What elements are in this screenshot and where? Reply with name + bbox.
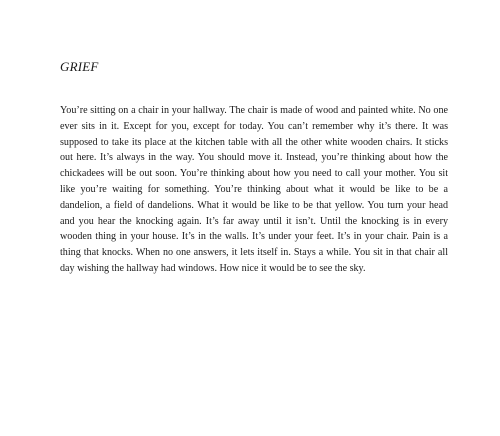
poem-title: GRIEF: [60, 59, 99, 74]
poem-body: You’re sitting on a chair in your hallway. The chair is made of wood and painted white. No one ever sits in it. Except for you, except for today. You can’t remember why it’s there. It was supposed to take its place at the kitchen table with all the other white wooden chairs. It sticks out here. It’s always in the way. You should move it. Instead, you’re thinking about how the chickadees will be out soon. You’re thinking about how you need to call your mother. You sit like you’re waiting for something. You’re thinking about what it would be like to be a dandelion, a field of dandelions. What it would be like to be that yellow. You turn your head and you hear the knocking again. It’s far away until it isn’t. Until the knocking is in every wooden thing in your house. It’s in the walls. It’s under your feet. It’s in your chair. Pain is a thing that knocks. When no one answers, it lets itself in. Stays a while. You sit in that chair all day wishing the hallway had windows. How nice it would be to see the sky.: [60, 105, 448, 274]
